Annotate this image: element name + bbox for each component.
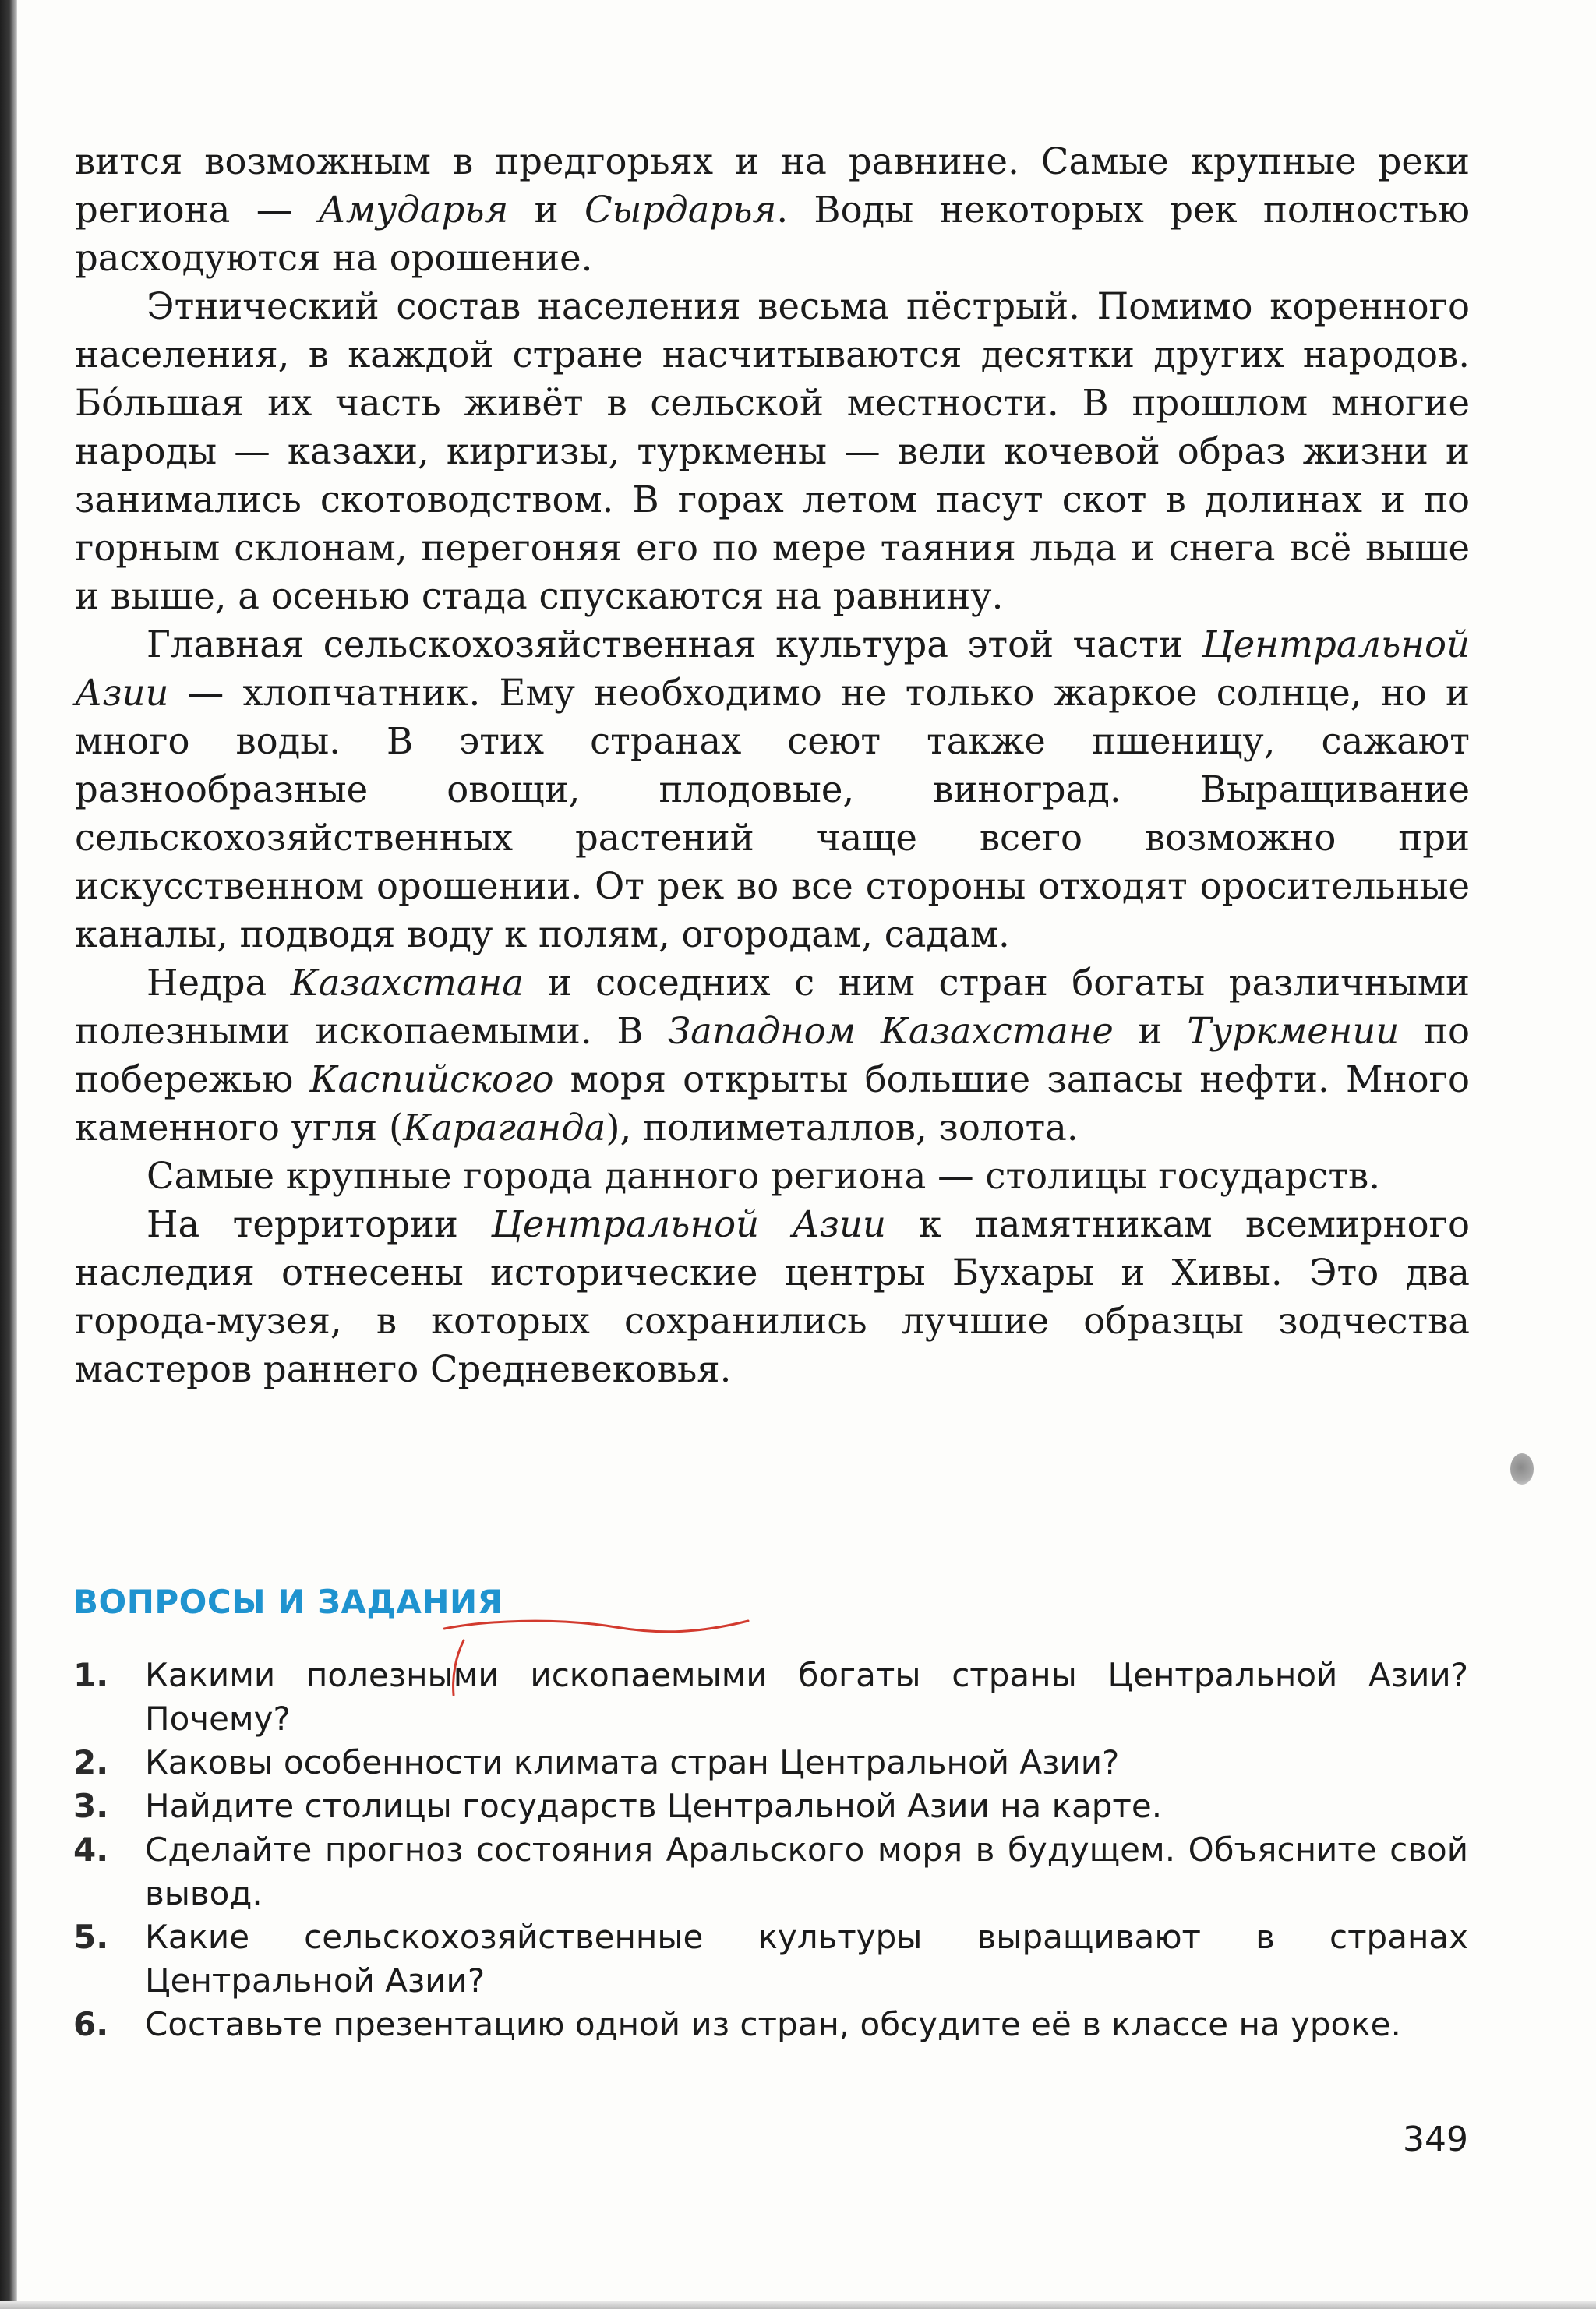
- italic-term: Караганда: [403, 1107, 606, 1149]
- body-paragraph: [75, 620, 1470, 959]
- body-paragraph: [75, 282, 1470, 620]
- section-title: ВОПРОСЫ И ЗАДАНИЯ: [73, 1583, 503, 1621]
- body-paragraph: [75, 137, 1470, 282]
- text-run: На территории: [147, 1203, 492, 1245]
- punch-hole: [1510, 1453, 1534, 1485]
- text-run: Этнический состав населения весьма пёстрый. Помимо коренного населения, в каждой стране насчитываются десятки других народов. Бо́льшая их часть живёт в сельской местности. В прошлом многие народы — казахи, киргизы, туркмены — вели кочевой образ жизни и занимались скотоводством. В горах летом пасут скот в долинах и по горным склонам, перегоняя его по мере таяния льда и снега всё выше и выше, а осенью стада спускаются на равнину.: [75, 285, 1470, 617]
- question-number: 6.: [73, 2005, 109, 2043]
- text-run: Самые крупные города данного региона — столицы государств.: [147, 1155, 1380, 1197]
- page-bottom-edge: [0, 2301, 1596, 2309]
- italic-term: Сырдарья: [584, 189, 777, 231]
- question-item: [73, 1915, 1468, 2003]
- text-run: Главная сельскохозяйственная культура этой части: [147, 623, 1202, 666]
- page-number: 349: [1403, 2120, 1468, 2159]
- italic-term: Каспийского: [309, 1058, 554, 1100]
- question-text: Каковы особенности климата стран Центральной Азии?: [145, 1743, 1120, 1781]
- body-text: [75, 137, 1470, 1393]
- text-run: вится возможным в предгорьях и на равнине. Самые крупные реки региона —: [75, 140, 1470, 231]
- question-text: Какими полезными ископаемыми богаты страны Центральной Азии? Почему?: [145, 1656, 1468, 1738]
- question-item: [73, 1741, 1468, 1785]
- questions-list: [73, 1654, 1468, 2046]
- italic-term: Западном Казахстане: [668, 1010, 1114, 1052]
- italic-term: Центральной Азии: [75, 623, 1470, 714]
- question-item: [73, 1785, 1468, 1828]
- italic-term: Казахстана: [290, 962, 524, 1004]
- question-number: 1.: [73, 1656, 109, 1694]
- page-binding-edge: [0, 0, 17, 2309]
- body-paragraph: [75, 1152, 1470, 1200]
- question-text: Составьте презентацию одной из стран, обсудите её в классе на уроке.: [145, 2005, 1401, 2043]
- question-item: [73, 1654, 1468, 1741]
- question-item: [73, 1828, 1468, 1915]
- question-number: 4.: [73, 1831, 109, 1869]
- text-run: ), полиметаллов, золота.: [606, 1107, 1079, 1149]
- text-run: к памятникам всемирного наследия отнесены исторические центры Бухары и Хивы. Это два города-музея, в которых сохранились лучшие образцы зодчества мастеров раннего Средневековья.: [75, 1203, 1470, 1390]
- question-text: Какие сельскохозяйственные культуры выращивают в странах Центральной Азии?: [145, 1918, 1468, 2000]
- italic-term: Амударья: [318, 189, 509, 231]
- question-item: [73, 2003, 1468, 2046]
- text-run: и соседних с ним стран богаты различными полезными ископаемыми. В: [75, 962, 1470, 1052]
- text-run: и: [508, 189, 585, 231]
- question-number: 5.: [73, 1918, 109, 1956]
- text-run: по побережью: [75, 1010, 1470, 1100]
- text-run: и: [1113, 1010, 1188, 1052]
- text-run: . Воды некоторых рек полностью расходуются на орошение.: [75, 189, 1470, 279]
- text-run: моря открыты большие запасы нефти. Много каменного угля (: [75, 1058, 1470, 1149]
- question-text: Найдите столицы государств Центральной Азии на карте.: [145, 1787, 1163, 1825]
- text-run: — хлопчатник. Ему необходимо не только жаркое солнце, но и много воды. В этих странах сеют также пшеницу, сажают разнообразные овощи, плодовые, виноград. Выращивание сельскохозяйственных растений чаще всего возможно при искусственном орошении. От рек во все стороны отходят оросительные каналы, подводя воду к полям, огородам, садам.: [75, 672, 1470, 955]
- body-paragraph: [75, 959, 1470, 1152]
- text-run: Недра: [147, 962, 291, 1004]
- question-text: Сделайте прогноз состояния Аральского моря в будущем. Объясните свой вывод.: [145, 1831, 1468, 1912]
- body-paragraph: [75, 1200, 1470, 1393]
- italic-term: Туркмении: [1187, 1010, 1400, 1052]
- question-number: 2.: [73, 1743, 109, 1781]
- italic-term: Центральной Азии: [491, 1203, 886, 1245]
- question-number: 3.: [73, 1787, 109, 1825]
